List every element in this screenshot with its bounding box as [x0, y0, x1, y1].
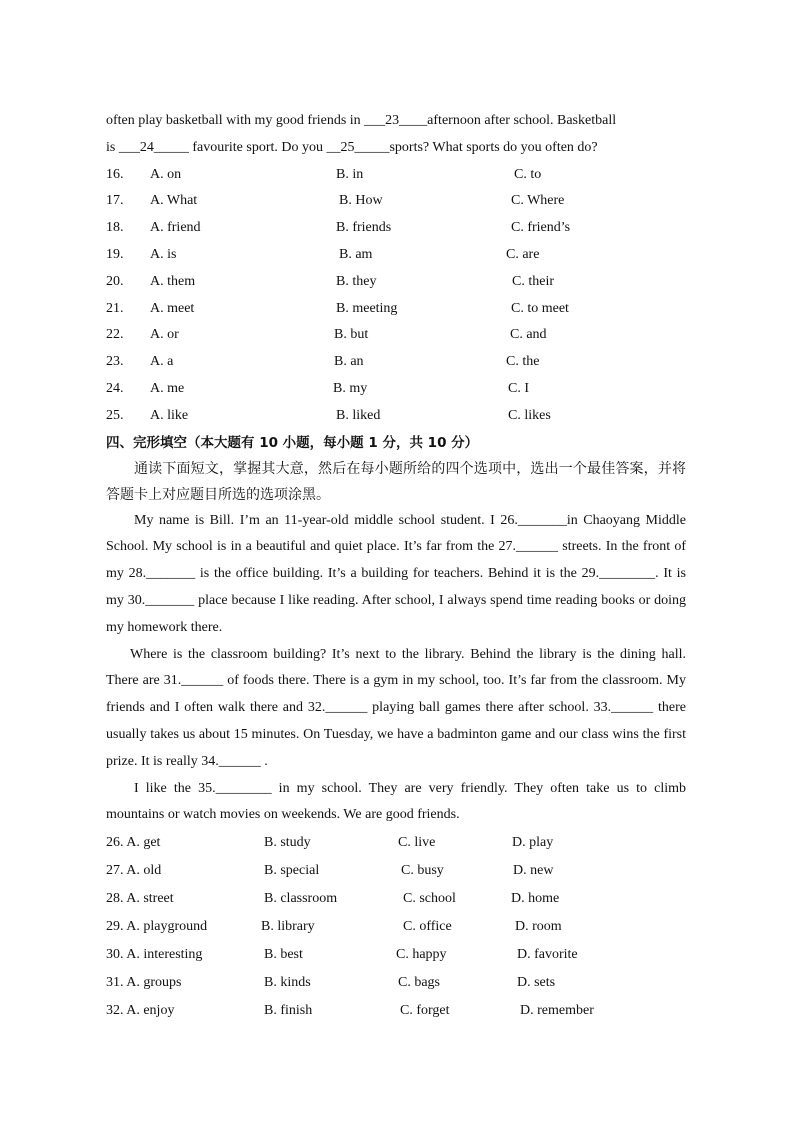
- option-b: B. library: [261, 919, 315, 935]
- option-c: C. friend’s: [511, 220, 571, 236]
- question-row: [106, 941, 686, 969]
- passage1-line: often play basketball with my good friends in ___23____afternoon after school. Basketball: [106, 113, 617, 128]
- option-c: C. bags: [398, 975, 440, 991]
- option-d: D. home: [511, 891, 560, 907]
- option-a: 32. A. enjoy: [106, 1003, 175, 1019]
- option-b: B. meeting: [336, 300, 398, 316]
- option-c: C. their: [512, 273, 554, 289]
- option-c: C. Where: [511, 193, 565, 209]
- option-b: B. How: [339, 193, 383, 209]
- option-a: A. friend: [150, 220, 201, 236]
- option-c: C. happy: [396, 947, 447, 963]
- option-c: C. to meet: [511, 300, 569, 316]
- question-number: 22.: [106, 327, 124, 343]
- option-a: 28. A. street: [106, 891, 174, 907]
- question-number: 18.: [106, 220, 124, 236]
- question-row: [106, 403, 686, 430]
- question-row: [106, 885, 686, 913]
- option-b: B. but: [334, 327, 369, 343]
- option-d: D. sets: [517, 975, 556, 991]
- option-d: D. new: [513, 863, 554, 879]
- option-d: D. room: [515, 919, 562, 935]
- question-number: 21.: [106, 300, 124, 316]
- passage2-paragraph: Where is the classroom building? It’s next to the library. Behind the library is the dining hall. There are 31.______ of foods there. There is a gym in my school, too. It’s far from the classroom. My friends and I often walk there and 32.______ playing ball games there after school. 33.______ there usually takes us about 15 minutes. On Tuesday, we have a badminton game and our class wins the first prize. It is really 34.______ .: [106, 646, 686, 769]
- option-a: 26. A. get: [106, 835, 161, 851]
- option-c: C. busy: [401, 863, 444, 879]
- option-a: A. What: [150, 193, 198, 209]
- option-b: B. kinds: [264, 975, 311, 991]
- question-row: [106, 857, 686, 885]
- option-a: A. meet: [150, 300, 195, 316]
- option-b: B. they: [336, 273, 377, 289]
- question-row: [106, 913, 686, 941]
- question-row: [106, 349, 686, 376]
- question-list-16-25: [106, 162, 686, 430]
- option-c: C. to: [514, 166, 542, 182]
- option-c: C. I: [508, 380, 529, 396]
- question-row: [106, 269, 686, 296]
- option-b: B. liked: [336, 407, 381, 423]
- section-instruction: 通读下面短文，掌握其大意，然后在每小题所给的四个选项中，选出一个最佳答案，并将答题卡上对应题目所选的选项涂黑。: [106, 460, 686, 503]
- option-b: B. special: [264, 863, 320, 879]
- question-number: 25.: [106, 407, 124, 423]
- question-row: [106, 376, 686, 403]
- option-c: C. likes: [508, 407, 551, 423]
- question-row: [106, 322, 686, 349]
- question-row: [106, 162, 686, 189]
- option-c: C. office: [403, 919, 452, 935]
- option-d: D. favorite: [517, 947, 578, 963]
- option-a: A. like: [150, 407, 189, 423]
- question-row: [106, 969, 686, 997]
- option-b: B. an: [334, 354, 364, 370]
- question-row: [106, 188, 686, 215]
- section-heading: 四、完形填空（本大题有 10 小题，每小题 1 分，共 10 分）: [106, 434, 479, 451]
- option-c: C. are: [506, 246, 540, 262]
- passage1-line: is ___24_____ favourite sport. Do you __25_____sports? What sports do you often do?: [106, 139, 598, 155]
- option-a: 29. A. playground: [106, 919, 208, 935]
- option-b: B. in: [336, 166, 364, 182]
- option-a: A. me: [150, 380, 185, 396]
- option-d: D. play: [512, 835, 554, 851]
- question-number: 23.: [106, 354, 124, 370]
- option-b: B. my: [333, 380, 368, 396]
- option-c: C. and: [510, 327, 547, 343]
- option-b: B. classroom: [264, 891, 338, 907]
- question-number: 20.: [106, 273, 124, 289]
- question-number: 19.: [106, 246, 124, 262]
- option-a: 30. A. interesting: [106, 947, 203, 963]
- option-a: A. a: [150, 354, 174, 370]
- question-row: [106, 829, 686, 857]
- option-c: C. school: [403, 891, 456, 907]
- option-b: B. am: [339, 246, 373, 262]
- option-a: A. them: [150, 273, 196, 289]
- question-list-26-32: [106, 829, 686, 1025]
- question-row: [106, 242, 686, 269]
- option-b: B. best: [264, 947, 303, 963]
- option-c: C. forget: [400, 1003, 450, 1019]
- option-a: 27. A. old: [106, 863, 162, 879]
- passage2-paragraph: My name is Bill. I’m an 11-year-old middle school student. I 26._______in Chaoyang Middle School. My school is in a beautiful and quiet place. It’s far from the 27.______ streets. In the front of my 28._______ is the office building. It’s a building for teachers. Behind it is the 29.________. It is my 30._______ place because I like reading. After school, I always spend time reading books or doing my homework there.: [106, 512, 686, 635]
- question-row: [106, 215, 686, 242]
- option-c: C. the: [506, 354, 540, 370]
- passage2-paragraph: I like the 35.________ in my school. They are very friendly. They often take us to climb mountains or watch movies on weekends. We are good friends.: [106, 780, 686, 823]
- option-b: B. friends: [336, 220, 392, 236]
- option-b: B. study: [264, 835, 311, 851]
- question-row: [106, 997, 686, 1025]
- question-number: 16.: [106, 166, 124, 182]
- option-b: B. finish: [264, 1003, 313, 1019]
- option-a: A. or: [150, 327, 179, 343]
- exam-page: [106, 108, 686, 1025]
- option-a: A. on: [150, 166, 182, 182]
- option-c: C. live: [398, 835, 436, 851]
- option-a: A. is: [150, 246, 177, 262]
- question-row: [106, 296, 686, 323]
- option-d: D. remember: [520, 1003, 594, 1019]
- question-number: 17.: [106, 193, 124, 209]
- option-a: 31. A. groups: [106, 975, 182, 991]
- question-number: 24.: [106, 380, 124, 396]
